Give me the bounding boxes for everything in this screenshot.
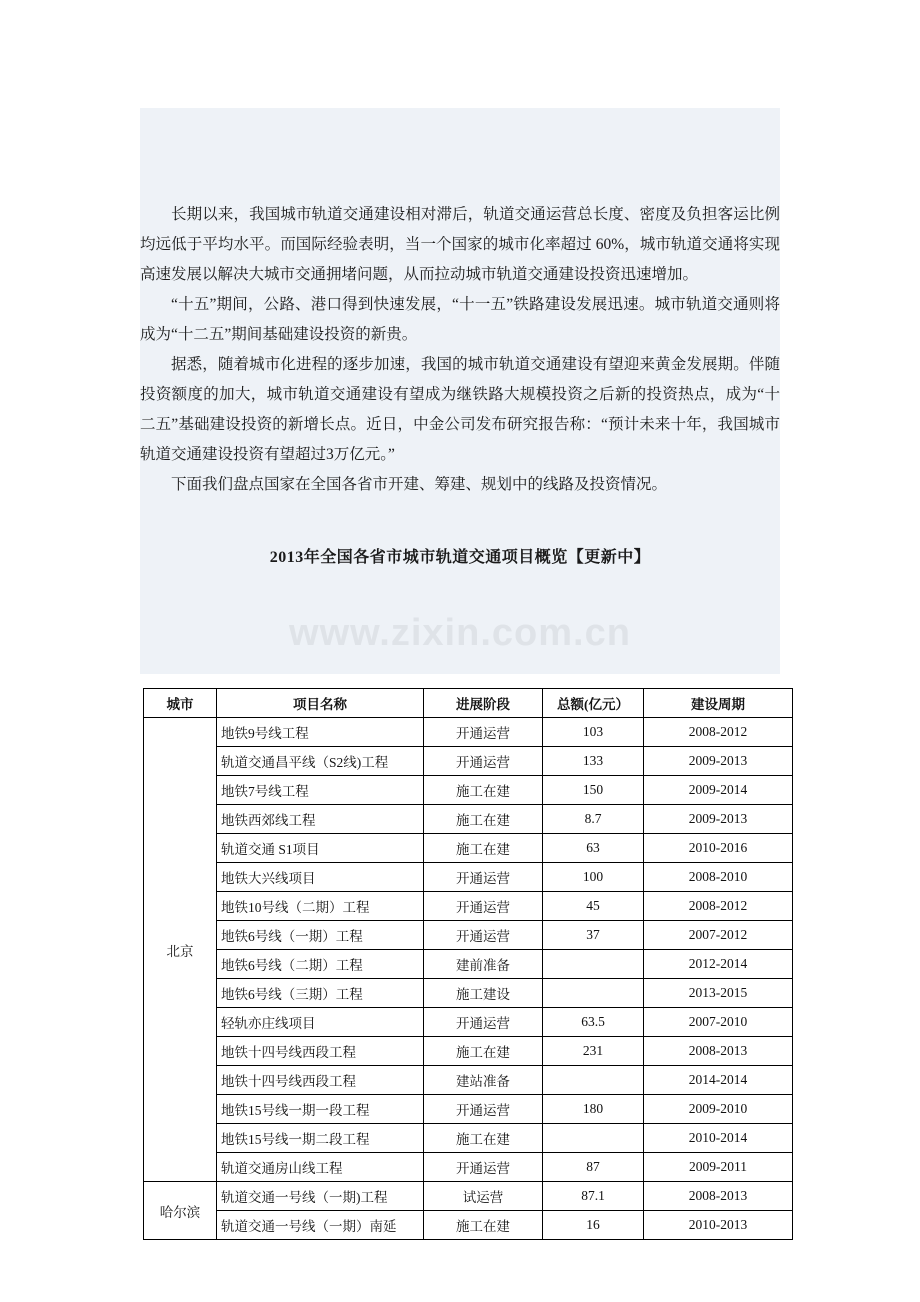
period-cell: 2008-2012 [644,718,793,747]
project-name-cell: 地铁6号线（一期）工程 [217,921,424,950]
paragraph-2: “十五”期间，公路、港口得到快速发展，“十一五”铁路建设发展迅速。城市轨道交通则将成为“十二五”期间基础建设投资的新贵。 [140,296,780,343]
table-row [144,834,793,863]
period-cell: 2009-2010 [644,1095,793,1124]
page-title: 2013年全国各省市城市轨道交通项目概览【更新中】 [269,549,651,566]
stage-cell: 试运营 [424,1182,543,1211]
table-row [144,921,793,950]
projects-table [143,688,793,1240]
amount-cell: 133 [543,747,644,776]
period-cell: 2009-2011 [644,1153,793,1182]
project-name-cell: 地铁9号线工程 [217,718,424,747]
table-row [144,979,793,1008]
period-cell: 2010-2014 [644,1124,793,1153]
amount-cell [543,979,644,1008]
project-name-cell: 轨道交通昌平线（S2线)工程 [217,747,424,776]
project-name-cell: 轨道交通一号线（一期）南延 [217,1211,424,1240]
project-name-cell: 轨道交通房山线工程 [217,1153,424,1182]
column-header-city: 城市 [144,689,217,718]
table-row [144,892,793,921]
amount-cell: 87 [543,1153,644,1182]
stage-cell: 施工在建 [424,1211,543,1240]
project-name-cell: 地铁大兴线项目 [217,863,424,892]
table-row [144,1066,793,1095]
period-cell: 2009-2014 [644,776,793,805]
table-body [144,718,793,1240]
project-name-cell: 地铁十四号线西段工程 [217,1066,424,1095]
period-cell: 2009-2013 [644,747,793,776]
stage-cell: 开通运营 [424,1095,543,1124]
project-name-cell: 地铁十四号线西段工程 [217,1037,424,1066]
amount-cell: 37 [543,921,644,950]
period-cell: 2008-2013 [644,1037,793,1066]
amount-cell [543,950,644,979]
column-header-stage: 进展阶段 [424,689,543,718]
stage-cell: 开通运营 [424,921,543,950]
city-cell: 北京 [144,718,217,1182]
document-content [140,108,780,567]
table-row [144,805,793,834]
table-row [144,1037,793,1066]
project-name-cell: 地铁西郊线工程 [217,805,424,834]
stage-cell: 开通运营 [424,718,543,747]
table-row [144,1095,793,1124]
project-name-cell: 地铁15号线一期二段工程 [217,1124,424,1153]
project-name-cell: 轨道交通 S1项目 [217,834,424,863]
project-name-cell: 地铁10号线（二期）工程 [217,892,424,921]
amount-cell: 16 [543,1211,644,1240]
amount-cell: 180 [543,1095,644,1124]
period-cell: 2007-2012 [644,921,793,950]
table-row [144,1182,793,1211]
amount-cell: 45 [543,892,644,921]
period-cell: 2008-2010 [644,863,793,892]
project-name-cell: 地铁6号线（二期）工程 [217,950,424,979]
stage-cell: 建前准备 [424,950,543,979]
period-cell: 2007-2010 [644,1008,793,1037]
stage-cell: 建站准备 [424,1066,543,1095]
stage-cell: 施工在建 [424,834,543,863]
paragraph-3: 据悉，随着城市化进程的逐步加速，我国的城市轨道交通建设有望迎来黄金发展期。伴随投资额度的加大，城市轨道交通建设有望成为继铁路大规模投资之后新的投资热点，成为“十二五”基础建设投资的新增长点。近日，中金公司发布研究报告称：“预计未来十年，我国城市轨道交通建设投资有望超过3万亿元。” [140,356,780,463]
period-cell: 2009-2013 [644,805,793,834]
amount-cell [543,1124,644,1153]
table-row [144,1153,793,1182]
stage-cell: 开通运营 [424,1008,543,1037]
table-row [144,718,793,747]
amount-cell: 100 [543,863,644,892]
stage-cell: 施工在建 [424,805,543,834]
amount-cell [543,1066,644,1095]
amount-cell: 63 [543,834,644,863]
table-row [144,1124,793,1153]
project-name-cell: 轨道交通一号线（一期)工程 [217,1182,424,1211]
amount-cell: 150 [543,776,644,805]
stage-cell: 施工建设 [424,979,543,1008]
stage-cell: 施工在建 [424,1124,543,1153]
table-row [144,747,793,776]
table-row [144,950,793,979]
project-name-cell: 地铁6号线（三期）工程 [217,979,424,1008]
table-row [144,1211,793,1240]
stage-cell: 开通运营 [424,1153,543,1182]
project-name-cell: 轻轨亦庄线项目 [217,1008,424,1037]
period-cell: 2013-2015 [644,979,793,1008]
period-cell: 2014-2014 [644,1066,793,1095]
stage-cell: 施工在建 [424,776,543,805]
period-cell: 2008-2012 [644,892,793,921]
stage-cell: 开通运营 [424,863,543,892]
column-header-amount: 总额(亿元） [543,689,644,718]
amount-cell: 231 [543,1037,644,1066]
table-row [144,1008,793,1037]
table-row [144,863,793,892]
period-cell: 2010-2013 [644,1211,793,1240]
project-name-cell: 地铁15号线一期一段工程 [217,1095,424,1124]
period-cell: 2008-2013 [644,1182,793,1211]
paragraph-4: 下面我们盘点国家在全国各省市开建、筹建、规划中的线路及投资情况。 [171,476,668,493]
table-row [144,776,793,805]
amount-cell: 103 [543,718,644,747]
amount-cell: 63.5 [543,1008,644,1037]
stage-cell: 开通运营 [424,747,543,776]
stage-cell: 开通运营 [424,892,543,921]
watermark: www.zixin.com.cn [289,612,631,654]
period-cell: 2010-2016 [644,834,793,863]
project-name-cell: 地铁7号线工程 [217,776,424,805]
city-cell: 哈尔滨 [144,1182,217,1240]
column-header-period: 建设周期 [644,689,793,718]
paragraph-1: 长期以来，我国城市轨道交通建设相对滞后，轨道交通运营总长度、密度及负担客运比例均远低于平均水平。而国际经验表明，当一个国家的城市化率超过 60%，城市轨道交通将实现高速发展以解决大城市交通拥堵问题，从而拉动城市轨道交通建设投资迅速增加。 [140,206,780,283]
amount-cell: 87.1 [543,1182,644,1211]
period-cell: 2012-2014 [644,950,793,979]
amount-cell: 8.7 [543,805,644,834]
table-header-row [144,689,793,718]
stage-cell: 施工在建 [424,1037,543,1066]
column-header-project: 项目名称 [217,689,424,718]
